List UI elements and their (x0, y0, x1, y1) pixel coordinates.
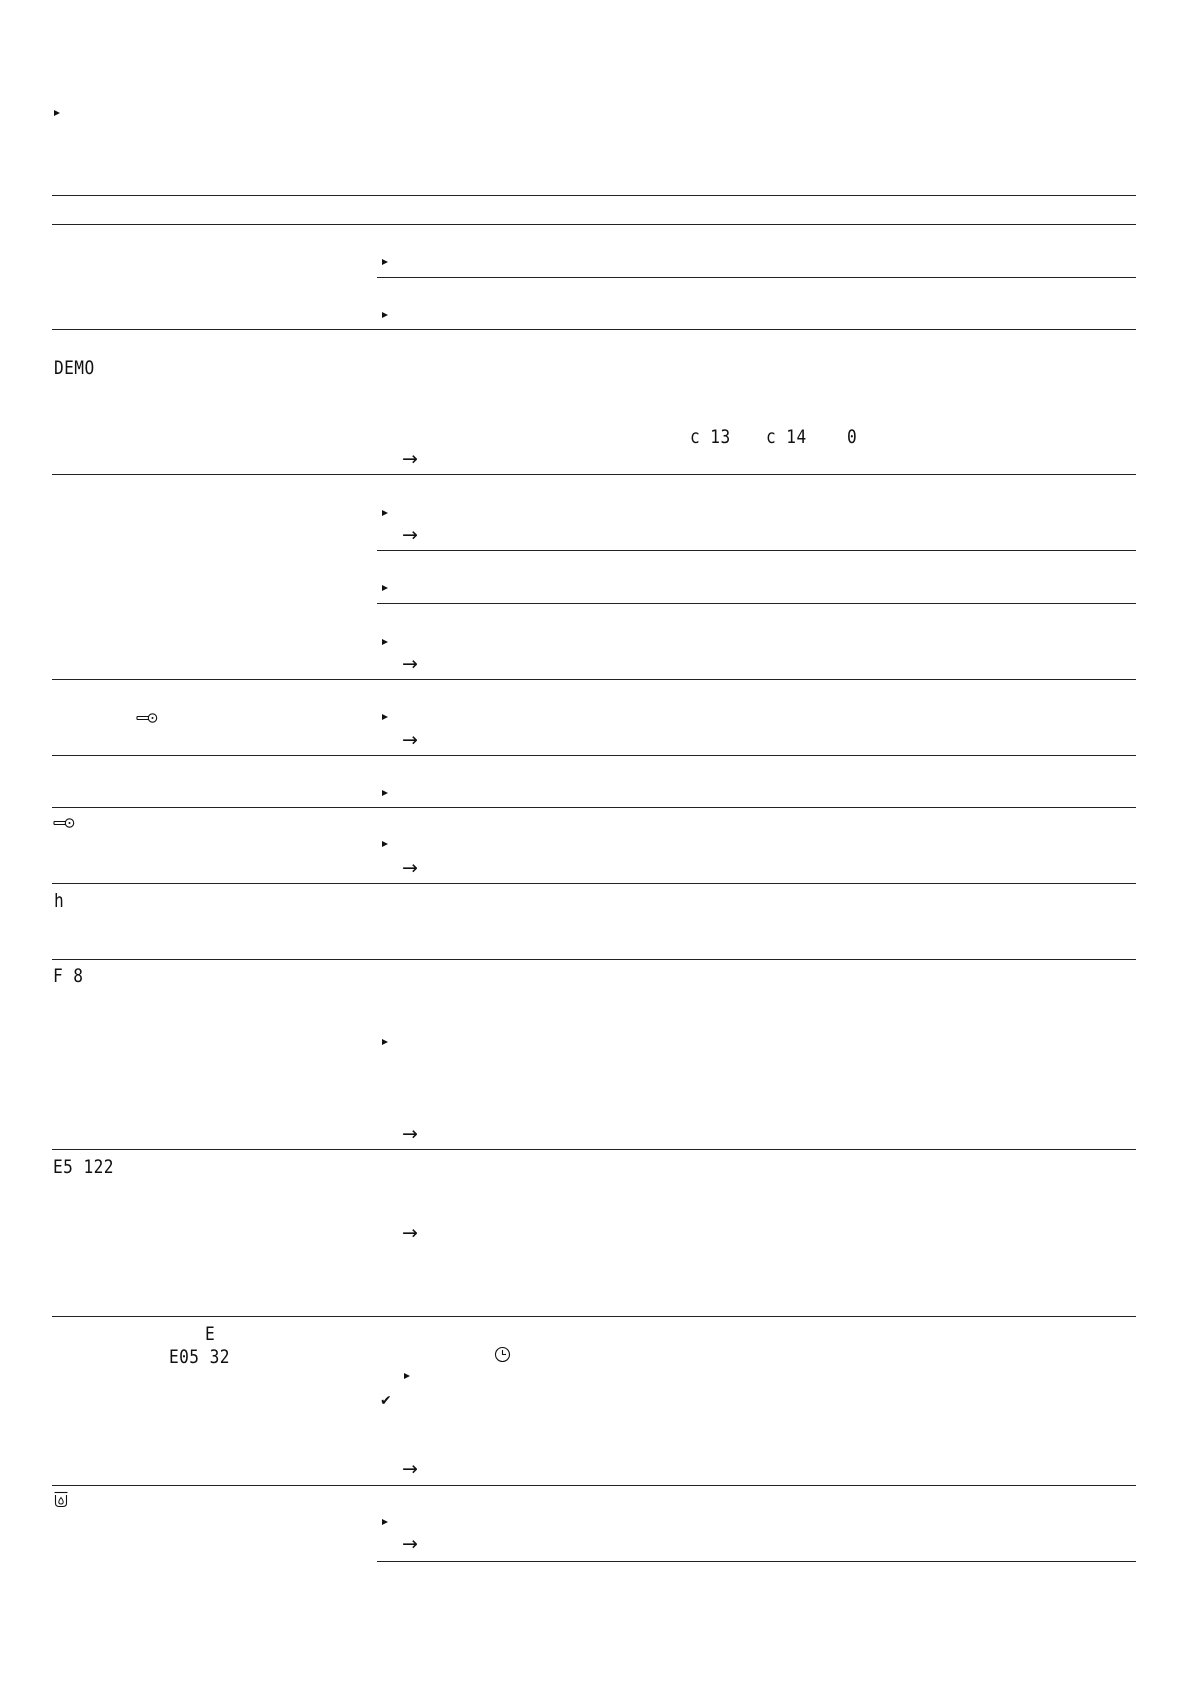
display-code-c13: c 13 (690, 426, 731, 448)
arrow-right-icon: → (402, 1123, 418, 1145)
arrow-right-icon: → (402, 857, 418, 879)
clock-icon (494, 1346, 511, 1363)
table-header-bottom-rule (52, 224, 1136, 225)
arrow-right-icon: → (402, 1458, 418, 1480)
arrow-right-icon: → (402, 1222, 418, 1244)
row-divider (52, 807, 1136, 808)
row-divider (52, 329, 1136, 330)
row-divider (52, 959, 1136, 960)
water-tank-icon (53, 1491, 69, 1508)
checkmark-icon: ✔ (380, 1393, 392, 1409)
bullet-icon (382, 1519, 388, 1525)
row-divider (52, 1149, 1136, 1150)
display-es122: E5 122 (53, 1156, 114, 1178)
display-code-c14: c 14 (766, 426, 807, 448)
row-divider (377, 603, 1136, 604)
arrow-right-icon: → (402, 1533, 418, 1555)
display-eos32: E05 32 (169, 1346, 230, 1368)
table-bottom-rule (377, 1561, 1136, 1562)
key-icon (136, 712, 158, 724)
display-demo: DEMO (54, 357, 95, 379)
row-divider (52, 755, 1136, 756)
row-divider (377, 550, 1136, 551)
display-e: E (205, 1323, 216, 1345)
bullet-icon (382, 714, 388, 720)
bullet-icon (54, 110, 60, 116)
row-divider (52, 1485, 1136, 1486)
arrow-right-icon: → (402, 653, 418, 675)
row-divider (52, 679, 1136, 680)
bullet-icon (382, 790, 388, 796)
row-divider (52, 883, 1136, 884)
row-divider (52, 474, 1136, 475)
arrow-right-icon: → (402, 448, 418, 470)
bullet-icon (382, 639, 388, 645)
bullet-icon (382, 510, 388, 516)
display-hour: h (54, 890, 65, 912)
bullet-icon (382, 1039, 388, 1045)
bullet-icon (404, 1373, 410, 1379)
display-f8: F 8 (53, 965, 84, 987)
arrow-right-icon: → (402, 729, 418, 751)
bullet-icon (382, 312, 388, 318)
row-divider (377, 277, 1136, 278)
bullet-icon (382, 841, 388, 847)
arrow-right-icon: → (402, 524, 418, 546)
table-header-top-rule (52, 195, 1136, 196)
key-icon (53, 817, 75, 829)
bullet-icon (382, 585, 388, 591)
display-zero: 0 (847, 426, 858, 448)
row-divider (52, 1316, 1136, 1317)
bullet-icon (382, 259, 388, 265)
